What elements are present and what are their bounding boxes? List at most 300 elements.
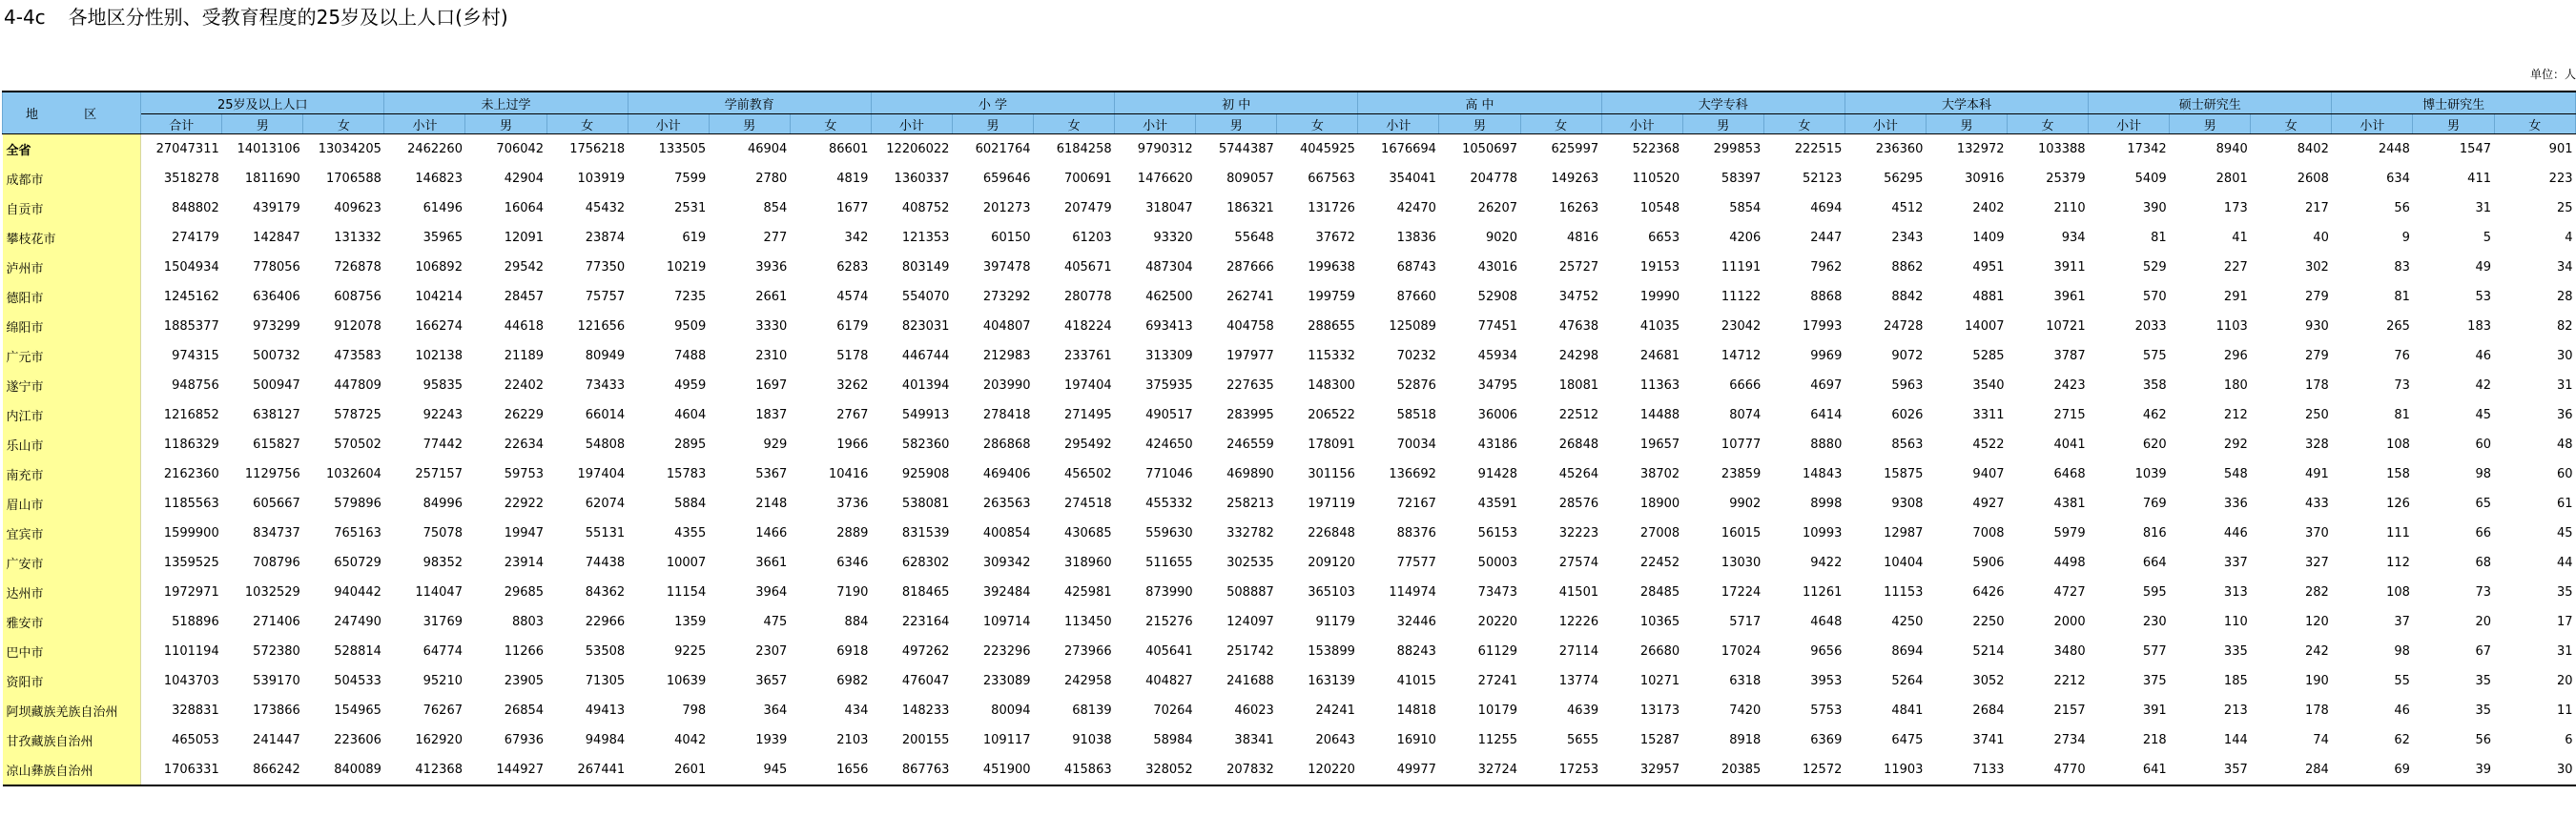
table-cell: 46023 (1234, 703, 1274, 718)
table-cell: 354041 (1389, 172, 1436, 186)
table-cell: 204778 (1470, 172, 1518, 186)
table-cell: 10416 (829, 467, 869, 481)
table-cell: 258213 (1226, 497, 1274, 511)
table-cell: 265 (2386, 319, 2410, 334)
subheader: 男 (465, 114, 546, 134)
table-cell: 251742 (1226, 644, 1274, 659)
table-cell: 1050697 (1462, 142, 1518, 156)
table-cell: 1811690 (244, 172, 300, 186)
table-cell: 62 (2394, 733, 2410, 747)
table-cell: 70232 (1396, 349, 1436, 363)
table-cell: 223606 (334, 733, 381, 747)
table-cell: 4694 (1810, 201, 1843, 215)
table-cell: 404827 (1145, 674, 1193, 688)
table-cell: 2780 (755, 172, 788, 186)
table-row (3, 194, 2576, 223)
region-name: 攀枝花市 (3, 223, 141, 253)
table-cell: 408752 (901, 201, 950, 215)
table-cell: 313309 (1145, 349, 1193, 363)
region-name: 凉山彝族自治州 (3, 755, 141, 785)
table-cell: 9308 (1891, 497, 1924, 511)
table-cell: 12226 (1558, 615, 1599, 629)
table-cell: 2895 (674, 438, 707, 452)
table-cell: 6369 (1810, 733, 1843, 747)
table-cell: 11154 (666, 585, 707, 600)
table-cell: 446 (2223, 526, 2248, 540)
table-cell: 1676694 (1381, 142, 1436, 156)
table-cell: 69 (2332, 755, 2413, 785)
table-cell: 197977 (1226, 349, 1274, 363)
table-cell: 425981 (1063, 585, 1112, 600)
table-cell: 136692 (1389, 467, 1436, 481)
table-cell: 257157 (415, 467, 463, 481)
subheader: 女 (1763, 114, 1844, 134)
table-cell: 575 (2142, 349, 2167, 363)
table-cell: 6026 (1891, 408, 1924, 422)
table-cell: 8402 (2297, 142, 2329, 156)
table-cell: 3657 (755, 674, 788, 688)
table-cell: 650729 (334, 556, 381, 570)
table-cell: 43186 (1477, 438, 1518, 452)
table-cell: 1245162 (163, 290, 219, 304)
table-cell: 5 (2483, 231, 2491, 245)
table-cell: 102138 (415, 349, 463, 363)
table-cell: 4512 (1891, 201, 1924, 215)
table-cell: 930 (2305, 319, 2329, 334)
table-cell: 77350 (585, 260, 626, 275)
table-cell: 75078 (422, 526, 463, 540)
table-cell: 35 (2475, 703, 2491, 718)
table-cell: 27114 (1558, 644, 1599, 659)
table-cell: 328831 (172, 703, 219, 718)
table-cell: 10777 (1721, 438, 1762, 452)
table-cell: 328 (2305, 438, 2329, 452)
table-cell: 27008 (1639, 526, 1680, 540)
table-cell: 9422 (1810, 556, 1843, 570)
table-code: 4-4c (4, 6, 46, 29)
table-row (3, 489, 2576, 519)
table-cell: 2343 (1891, 231, 1924, 245)
table-cell: 8803 (511, 615, 545, 629)
table-cell: 98352 (422, 556, 463, 570)
table-cell: 9969 (1810, 349, 1843, 363)
table-cell: 5178 (836, 349, 869, 363)
table-cell: 32724 (1439, 755, 1520, 785)
table-cell: 548 (2223, 467, 2248, 481)
table-cell: 3311 (1972, 408, 2005, 422)
table-cell: 38702 (1639, 467, 1680, 481)
table-cell: 809057 (1226, 172, 1274, 186)
table-cell: 88376 (1396, 526, 1436, 540)
table-cell: 22402 (504, 378, 545, 393)
table-cell: 58397 (1721, 172, 1762, 186)
table-cell: 1677 (836, 201, 869, 215)
table-cell: 66014 (585, 408, 626, 422)
region-name: 甘孜藏族自治州 (3, 725, 141, 755)
table-cell: 2157 (2053, 703, 2086, 718)
table-row (3, 371, 2576, 400)
table-cell: 84362 (585, 585, 626, 600)
table-cell: 17342 (2127, 142, 2167, 156)
unit-label: 单位：人 (2529, 68, 2576, 81)
table-cell: 659646 (982, 172, 1031, 186)
table-cell: 185 (2223, 674, 2248, 688)
table-cell: 23042 (1721, 319, 1762, 334)
page-title (4, 4, 508, 31)
table-cell: 2447 (1810, 231, 1843, 245)
table-cell: 242958 (1063, 674, 1112, 688)
table-cell: 236360 (1875, 142, 1924, 156)
table-cell: 27047311 (155, 142, 219, 156)
table-cell: 848802 (172, 201, 219, 215)
table-cell: 82 (2556, 319, 2573, 334)
table-cell: 1216852 (163, 408, 219, 422)
table-cell: 279 (2305, 349, 2329, 363)
table-cell: 511655 (1145, 556, 1193, 570)
table-cell: 36 (2556, 408, 2573, 422)
table-cell: 726878 (334, 260, 381, 275)
table-cell: 26848 (1558, 438, 1599, 452)
table-cell: 20643 (1315, 733, 1355, 747)
table-cell: 31 (2556, 378, 2573, 393)
table-cell: 190 (2305, 674, 2329, 688)
table-cell: 11153 (1884, 585, 1924, 600)
table-cell: 115332 (1308, 349, 1355, 363)
table-cell: 318960 (1063, 556, 1112, 570)
table-cell: 370 (2305, 526, 2329, 540)
table-cell: 7133 (1926, 755, 2007, 785)
table-cell: 10721 (2046, 319, 2086, 334)
table-cell: 16015 (1721, 526, 1762, 540)
table-cell: 32223 (1558, 526, 1599, 540)
table-cell: 5884 (674, 497, 707, 511)
table-cell: 262741 (1226, 290, 1274, 304)
table-cell: 9902 (1729, 497, 1762, 511)
table-cell: 4041 (2053, 438, 2086, 452)
table-cell: 3052 (1972, 674, 2005, 688)
table-cell: 3540 (1972, 378, 2005, 393)
table-cell: 2767 (836, 408, 869, 422)
table-cell: 1466 (755, 526, 788, 540)
table-cell: 241447 (253, 733, 300, 747)
table-cell: 358 (2142, 378, 2167, 393)
region-name: 乐山市 (3, 430, 141, 459)
table-cell: 247490 (334, 615, 381, 629)
table-cell: 217 (2305, 201, 2329, 215)
table-cell: 207479 (1063, 201, 1112, 215)
table-cell: 391 (2142, 703, 2167, 718)
table-cell: 301156 (1308, 467, 1355, 481)
table-cell: 2103 (836, 733, 869, 747)
table-cell: 1504934 (163, 260, 219, 275)
table-row (3, 282, 2576, 312)
table-cell: 21189 (504, 349, 545, 363)
table-cell: 81 (2394, 408, 2410, 422)
table-cell: 43591 (1477, 497, 1518, 511)
table-cell: 6184258 (1056, 142, 1112, 156)
table-cell: 397478 (982, 260, 1031, 275)
table-cell: 412368 (384, 755, 465, 785)
table-cell: 271406 (253, 615, 300, 629)
table-cell: 4959 (674, 378, 707, 393)
table-cell: 110520 (1632, 172, 1680, 186)
table-cell: 68 (2475, 556, 2491, 570)
table-cell: 61496 (422, 201, 463, 215)
table-cell: 95835 (422, 378, 463, 393)
table-cell: 4881 (1972, 290, 2005, 304)
table-cell: 469406 (982, 467, 1031, 481)
subheader: 男 (2413, 114, 2494, 134)
table-cell: 35 (2475, 674, 2491, 688)
table-cell: 834737 (253, 526, 300, 540)
table-cell: 4727 (2053, 585, 2086, 600)
table-cell: 52123 (1803, 172, 1843, 186)
table-cell: 364 (763, 703, 788, 718)
table-cell: 67936 (504, 733, 545, 747)
table-cell: 53508 (585, 644, 626, 659)
table-cell: 508887 (1226, 585, 1274, 600)
table-cell: 74 (2313, 733, 2329, 747)
table-cell: 31 (2556, 644, 2573, 659)
table-cell: 4522 (1972, 438, 2005, 452)
table-cell: 30 (2556, 349, 2573, 363)
table-cell: 456502 (1063, 467, 1112, 481)
table-cell: 1101194 (163, 644, 219, 659)
table-cell: 1547 (2459, 142, 2491, 156)
table-cell: 5963 (1891, 378, 1924, 393)
table-header (3, 92, 2576, 134)
table-cell: 1697 (755, 378, 788, 393)
table-cell: 7235 (674, 290, 707, 304)
table-cell: 434 (844, 703, 869, 718)
table-cell: 31 (2475, 201, 2491, 215)
region-name: 全省 (3, 134, 141, 165)
table-cell: 56 (2394, 201, 2410, 215)
table-cell: 400854 (982, 526, 1031, 540)
table-cell: 4951 (1972, 260, 2005, 275)
table-cell: 18900 (1639, 497, 1680, 511)
table-cell: 149263 (1551, 172, 1599, 186)
table-cell: 3787 (2053, 349, 2086, 363)
table-cell: 11122 (1721, 290, 1762, 304)
group-header: 高 中 (1358, 92, 1601, 114)
table-cell: 296 (2223, 349, 2248, 363)
table-cell: 2462260 (407, 142, 463, 156)
table-cell: 53 (2475, 290, 2491, 304)
table-cell: 20 (2556, 674, 2573, 688)
table-cell: 411 (2467, 172, 2491, 186)
table-cell: 433 (2305, 497, 2329, 511)
subheader: 女 (2008, 114, 2089, 134)
region-name: 广安市 (3, 548, 141, 578)
table-cell: 61203 (1072, 231, 1112, 245)
table-cell: 233089 (982, 674, 1031, 688)
table-cell: 5854 (1729, 201, 1762, 215)
table-cell: 77451 (1477, 319, 1518, 334)
table-cell: 771046 (1145, 467, 1193, 481)
table-cell: 106892 (415, 260, 463, 275)
table-cell: 948756 (172, 378, 219, 393)
table-cell: 16910 (1396, 733, 1436, 747)
table-cell: 11 (2556, 703, 2573, 718)
table-cell: 5367 (755, 467, 788, 481)
table-cell: 70264 (1153, 703, 1193, 718)
table-cell: 940442 (334, 585, 381, 600)
table-cell: 4042 (674, 733, 707, 747)
table-cell: 415863 (1034, 755, 1115, 785)
table-cell: 47638 (1558, 319, 1599, 334)
region-name: 遂宁市 (3, 371, 141, 400)
table-cell: 336 (2223, 497, 2248, 511)
table-cell: 5409 (2134, 172, 2167, 186)
table-cell: 42 (2475, 378, 2491, 393)
table-cell: 111 (2386, 526, 2410, 540)
table-cell: 3911 (2053, 260, 2086, 275)
table-cell: 246559 (1226, 438, 1274, 452)
table-cell: 61 (2556, 497, 2573, 511)
table-cell: 873990 (1145, 585, 1193, 600)
table-cell: 132972 (1956, 142, 2005, 156)
table-cell: 475 (763, 615, 788, 629)
table-cell: 1939 (755, 733, 788, 747)
table-cell: 26229 (504, 408, 545, 422)
table-cell: 3953 (1810, 674, 1843, 688)
subheader: 小计 (871, 114, 952, 134)
table-cell: 49977 (1358, 755, 1439, 785)
table-cell: 3661 (755, 556, 788, 570)
table-cell: 215276 (1145, 615, 1193, 629)
subheader: 女 (1277, 114, 1358, 134)
table-cell: 866242 (222, 755, 303, 785)
table-cell: 280778 (1063, 290, 1112, 304)
table-cell: 213 (2223, 703, 2248, 718)
table-cell: 664 (2142, 556, 2167, 570)
table-cell: 6666 (1729, 378, 1762, 393)
table-cell: 48 (2556, 438, 2573, 452)
table-cell: 302 (2305, 260, 2329, 275)
region-name: 成都市 (3, 164, 141, 194)
table-cell: 287666 (1226, 260, 1274, 275)
table-row (3, 223, 2576, 253)
table-cell: 1599900 (163, 526, 219, 540)
table-cell: 70034 (1396, 438, 1436, 452)
table-cell: 328052 (1115, 755, 1196, 785)
table-cell: 43016 (1477, 260, 1518, 275)
table-cell: 1409 (1972, 231, 2005, 245)
table-cell: 1656 (790, 755, 871, 785)
table-cell: 60 (2475, 438, 2491, 452)
table-cell: 500732 (253, 349, 300, 363)
table-cell: 158 (2386, 467, 2410, 481)
table-cell: 2684 (1972, 703, 2005, 718)
table-cell: 273292 (982, 290, 1031, 304)
table-cell: 114974 (1389, 585, 1436, 600)
table-cell: 144927 (465, 755, 546, 785)
subheader: 小计 (2332, 114, 2413, 134)
table-cell: 274179 (172, 231, 219, 245)
table-cell: 20220 (1477, 615, 1518, 629)
table-cell: 3736 (836, 497, 869, 511)
table-cell: 818465 (901, 585, 950, 600)
table-cell: 13034205 (318, 142, 381, 156)
table-cell: 636406 (253, 290, 300, 304)
table-row (3, 164, 2576, 194)
table-cell: 19153 (1639, 260, 1680, 275)
table-cell: 3964 (755, 585, 788, 600)
table-cell: 473583 (334, 349, 381, 363)
region-name: 阿坝藏族羌族自治州 (3, 696, 141, 725)
table-cell: 8918 (1729, 733, 1762, 747)
table-cell: 34795 (1477, 378, 1518, 393)
table-cell: 667563 (1308, 172, 1355, 186)
table-cell: 197404 (1063, 378, 1112, 393)
table-cell: 91038 (1072, 733, 1112, 747)
table-cell: 16263 (1558, 201, 1599, 215)
table-cell: 4250 (1891, 615, 1924, 629)
table-cell: 2212 (2053, 674, 2086, 688)
table-cell: 577 (2142, 644, 2167, 659)
table-cell: 6179 (836, 319, 869, 334)
table-cell: 559630 (1145, 526, 1193, 540)
table-cell: 424650 (1145, 438, 1193, 452)
table-cell: 504533 (334, 674, 381, 688)
table-cell: 17 (2556, 615, 2573, 629)
table-cell: 27241 (1477, 674, 1518, 688)
table-cell: 55648 (1234, 231, 1274, 245)
table-cell: 2310 (755, 349, 788, 363)
subheader: 女 (790, 114, 871, 134)
table-cell: 313 (2223, 585, 2248, 600)
table-cell: 10365 (1639, 615, 1680, 629)
table-cell: 1129756 (244, 467, 300, 481)
table-cell: 11266 (504, 644, 545, 659)
table-cell: 409623 (334, 201, 381, 215)
table-cell: 31769 (422, 615, 463, 629)
table-cell: 277 (763, 231, 788, 245)
table-cell: 2033 (2134, 319, 2167, 334)
table-cell: 32957 (1601, 755, 1682, 785)
table-cell: 4355 (674, 526, 707, 540)
table-cell: 186321 (1226, 201, 1274, 215)
subheader: 男 (222, 114, 303, 134)
table-cell: 6918 (836, 644, 869, 659)
table-cell: 203990 (982, 378, 1031, 393)
group-header: 大学本科 (1844, 92, 2088, 114)
table-cell: 212 (2223, 408, 2248, 422)
table-cell: 24681 (1639, 349, 1680, 363)
table-cell: 10007 (666, 556, 707, 570)
table-cell: 242 (2305, 644, 2329, 659)
table-cell: 14712 (1721, 349, 1762, 363)
table-cell: 2162360 (163, 467, 219, 481)
table-cell: 6426 (1972, 585, 2005, 600)
table-cell: 223164 (901, 615, 950, 629)
table-cell: 112 (2386, 556, 2410, 570)
table-cell: 274518 (1063, 497, 1112, 511)
table-cell: 1185563 (163, 497, 219, 511)
table-cell: 7962 (1810, 260, 1843, 275)
table-title: 各地区分性别、受教育程度的25岁及以上人口(乡村) (68, 6, 508, 29)
table-cell: 4639 (1567, 703, 1599, 718)
table-cell: 26207 (1477, 201, 1518, 215)
table-cell: 56153 (1477, 526, 1518, 540)
table-cell: 854 (763, 201, 788, 215)
table-cell: 1706588 (326, 172, 381, 186)
table-cell: 4574 (836, 290, 869, 304)
table-cell: 5906 (1972, 556, 2005, 570)
table-cell: 491 (2305, 467, 2329, 481)
table-cell: 45 (2475, 408, 2491, 422)
